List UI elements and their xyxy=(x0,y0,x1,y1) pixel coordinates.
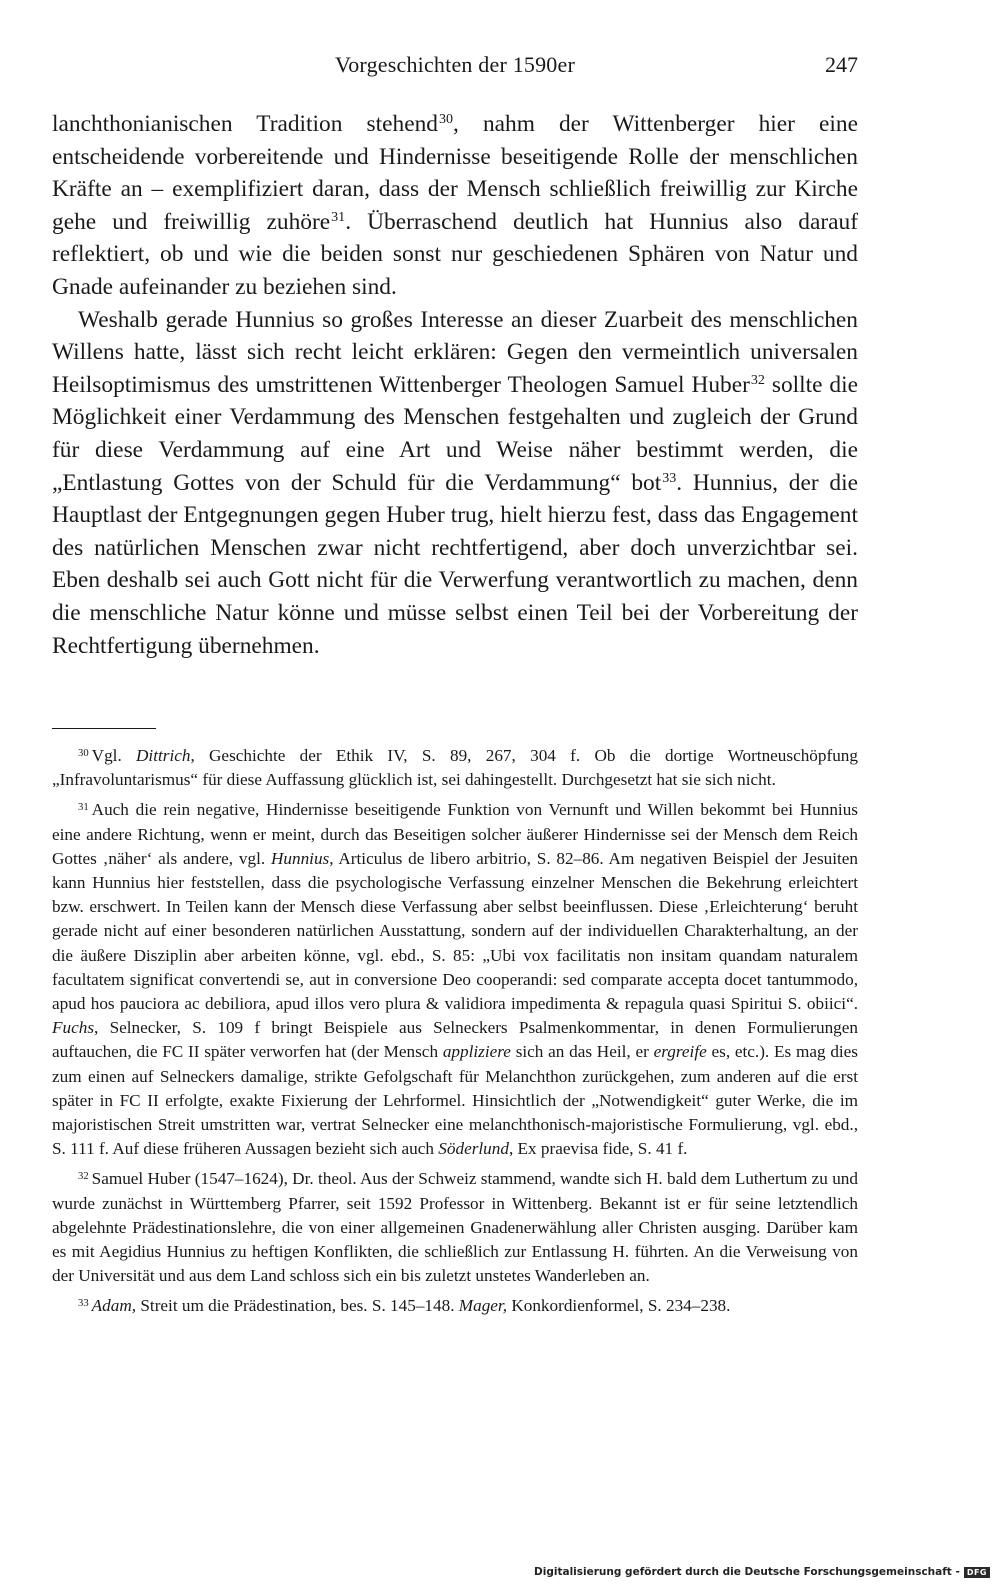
italic-term: appliziere xyxy=(442,1042,511,1062)
text-run: es, etc.). Es mag dies zum einen auf Selneckers damalige, strikte Gefolgschaft für Melanchthon zurückgehen, zum anderen auf die erst später in FC II erfolgte, exakte Fixierung der Lehrformel. Hinsichtlich der „Notwendigkeit“ guter Werke, die im majoristischen Streit umstritten war, vertrat Selnecker eine melanchthonisch-majoristische Formulierung, vgl. ebd., S. 111 f. Auf diese früheren Aussagen bezieht sich auch xyxy=(52,1042,858,1159)
text-run: sich an das Heil, er xyxy=(510,1042,654,1062)
main-text xyxy=(52,108,858,662)
text-run: , Articulus de libero arbitrio, S. 82–86. Am negativen Beispiel der Jesuiten kann Hunnius hier feststellen, dass die psychologische Verfassung einzelner Menschen die Bekehrung erleichtert bzw. erschwert. In Teilen kann der Mensch diese Verfassung aber selbst beeinflussen. Diese ‚Erleichterung‘ beruht gerade nicht auf einer besonderen natürlichen Ausstattung, sondern auf der individuellen Charakterhaltung, an der die äußere Disziplin aber arbeiten könne, vgl. ebd., S. 85: „Ubi vox facilitatis non insitam quandam naturalem facultatem significat convertendi se, aut in conversione Deo cooperandi: sed comparate accepta docet tantummodo, apud hos pauciora ac debiliora, apud illos vero plura & validiora impedimenta & repagula quasi Spiritui S. obiici“. xyxy=(52,848,859,1014)
paragraph-2 xyxy=(52,304,858,663)
paragraph-1 xyxy=(52,108,858,304)
footnote-ref-32[interactable]: 32 xyxy=(750,372,765,389)
text-run: . Überraschend deutlich hat Hunnius also darauf reflektiert, ob und wie die beiden sonst nur geschiedenen Sphären von Natur und Gnade aufeinander zu beziehen sind. xyxy=(52,208,858,300)
page-number: 247 xyxy=(825,52,858,77)
text-run: Weshalb gerade Hunnius so großes Interesse an dieser Zuarbeit des menschlichen Willens hatte, lässt sich recht leicht erklären: Gegen den vermeintlich universalen Heilsoptimismus des umstrittenen Wittenberger Theologen Samuel Huber xyxy=(52,306,858,398)
footnote-33 xyxy=(52,1294,858,1318)
footnote-number: 33 xyxy=(78,1298,89,1310)
footnote-32 xyxy=(52,1167,858,1288)
italic-term: ergreife xyxy=(653,1042,707,1062)
footnote-number: 32 xyxy=(78,1171,89,1183)
footnote-number: 31 xyxy=(78,802,89,814)
author-name: Dittrich xyxy=(136,746,191,765)
footnotes xyxy=(52,744,858,1325)
text-run: , Selnecker, S. 109 f bringt Beispiele aus Selneckers Psalmenkommentar, in denen Formulierungen auftauchen, die FC II später verworfen hat (der Mensch xyxy=(52,1018,858,1062)
text-run: Auch die rein negative, Hindernisse beseitigende Funktion von Vernunft und Willen bekommt bei Hunnius eine andere Richtung, wenn er meint, durch das Beseitigen solcher äußerer Hindernisse sei der Mensch dem Reich Gottes ‚näher‘ als andere, vgl. xyxy=(52,800,858,868)
author-name: Hunnius xyxy=(270,848,330,868)
footnote-ref-31[interactable]: 31 xyxy=(331,209,346,226)
text-run: Vgl. xyxy=(91,746,137,765)
footnote-ref-33[interactable]: 33 xyxy=(662,469,677,486)
text-run: sollte die Möglichkeit einer Verdammung des Menschen festgehalten und zugleich der Grund für diese Verdammung auf eine Art und Weise näher bestimmt werden, die „Entlastung Gottes von der Schuld für die Verdammung“ bot xyxy=(52,371,858,496)
footnote-31 xyxy=(52,798,858,1161)
dfg-logo-icon: DFG xyxy=(964,1567,990,1578)
text-run: , nahm der Wittenberger hier eine entscheidende vorbereitende und Hindernisse beseitigende Rolle der menschlichen Kräfte an – exemplifiziert daran, dass der Mensch schließlich freiwillig zur Kirche gehe und freiwillig zuhöre xyxy=(52,111,859,235)
text-run: . Hunnius, der die Hauptlast der Entgegnungen gegen Huber trug, hielt hierzu fest, dass das Engagement des natürlichen Menschen zwar nicht rechtfertigend, aber doch unverzichtbar sei. Eben deshalb sei auch Gott nicht für die Verwerfung verantwortlich zu machen, denn die menschliche Natur könne und müsse selbst einen Teil bei der Vorbereitung der Rechtfertigung übernehmen. xyxy=(52,469,858,659)
author-name: Söderlund xyxy=(438,1139,509,1159)
text-run: , Ex praevisa fide, S. 41 f. xyxy=(508,1139,688,1159)
author-name: Fuchs xyxy=(52,1018,95,1038)
text-run: , Geschichte der Ethik IV, S. 89, 267, 304 f. Ob die dortige Wortneuschöpfung „Infravoluntarismus“ für diese Auffassung glücklich ist, sei dahingestellt. Durchgesetzt hat sie sich nicht. xyxy=(52,746,858,790)
footnote-30 xyxy=(52,744,858,792)
footnote-separator xyxy=(52,728,156,729)
credit-text: Digitalisierung gefördert durch die Deutsche Forschungsgemeinschaft - xyxy=(534,1566,960,1578)
running-title: Vorgeschichten der 1590er xyxy=(334,52,575,77)
digitization-credit xyxy=(534,1566,990,1578)
footnote-ref-30[interactable]: 30 xyxy=(438,111,454,128)
footnote-number: 30 xyxy=(78,747,89,759)
author-name: Mager, xyxy=(458,1296,508,1316)
text-run: Streit um die Prädestination, bes. S. 145–148. xyxy=(136,1296,459,1316)
author-name: Adam, xyxy=(91,1296,137,1316)
text-run: lanchthonianischen Tradition stehend xyxy=(52,111,438,137)
text-run: Konkordienformel, S. 234–238. xyxy=(507,1296,731,1316)
page-header xyxy=(52,52,858,84)
text-run: Samuel Huber (1547–1624), Dr. theol. Aus der Schweiz stammend, wandte sich H. bald dem Luthertum zu und wurde zunächst in Württemberg Pfarrer, seit 1592 Professor in Wittenberg. Bekannt ist er für seine letztendlich abgelehnte Prädestinationslehre, die von einer allgemeinen Gnadenerwählung aller Christen ausging. Darüber kam es mit Aegidius Hunnius zu heftigen Konflikten, die schließlich zur Entlassung H. führten. An die Verweisung von der Universität und aus dem Land schloss sich ein bis zuletzt unstetes Wanderleben an. xyxy=(52,1169,858,1286)
